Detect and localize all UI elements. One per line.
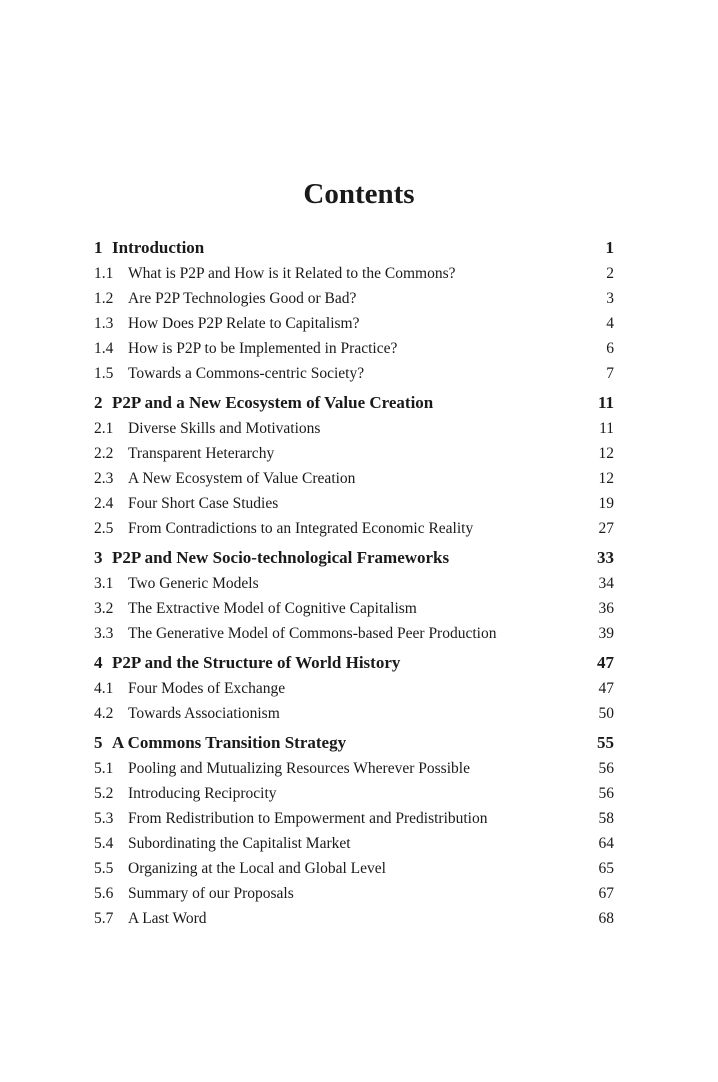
chapter-number: 5 xyxy=(94,733,103,752)
section-title: From Contradictions to an Integrated Economic Reality xyxy=(128,520,474,537)
toc-section-entry[interactable] xyxy=(94,361,614,386)
section-page: 12 xyxy=(598,470,614,487)
chapter-title: Introduction xyxy=(112,238,205,257)
toc-section-entry[interactable] xyxy=(94,286,614,311)
section-page: 6 xyxy=(606,340,614,357)
toc-section-entry[interactable] xyxy=(94,336,614,361)
section-title: Pooling and Mutualizing Resources Wherever Possible xyxy=(128,760,470,777)
section-number: 3.2 xyxy=(94,600,114,617)
section-number: 2.3 xyxy=(94,470,114,487)
section-page: 34 xyxy=(598,575,614,592)
toc-section-entry[interactable] xyxy=(94,441,614,466)
toc-section-entry[interactable] xyxy=(94,571,614,596)
section-title: How is P2P to be Implemented in Practice? xyxy=(128,340,398,357)
section-number: 1.1 xyxy=(94,265,114,282)
toc-section-entry[interactable] xyxy=(94,516,614,541)
section-page: 19 xyxy=(598,495,614,512)
section-title: What is P2P and How is it Related to the Commons? xyxy=(128,265,456,282)
section-number: 5.2 xyxy=(94,785,114,802)
section-number: 5.5 xyxy=(94,860,114,877)
section-title: Four Modes of Exchange xyxy=(128,680,286,697)
section-number: 2.1 xyxy=(94,420,114,437)
section-title: From Redistribution to Empowerment and Predistribution xyxy=(128,810,488,827)
section-title: Are P2P Technologies Good or Bad? xyxy=(128,290,357,307)
section-number: 5.3 xyxy=(94,810,114,827)
section-number: 1.4 xyxy=(94,340,114,357)
section-page: 3 xyxy=(606,290,614,307)
section-page: 58 xyxy=(598,810,614,827)
section-title: Introducing Reciprocity xyxy=(128,785,277,802)
section-page: 2 xyxy=(606,265,614,282)
section-number: 5.4 xyxy=(94,835,114,852)
section-title: Subordinating the Capitalist Market xyxy=(128,835,351,852)
chapter-page: 47 xyxy=(597,653,614,672)
toc-chapter-entry[interactable] xyxy=(94,235,614,261)
section-title: Towards Associationism xyxy=(128,705,280,722)
toc-chapter-entry[interactable] xyxy=(94,390,614,416)
chapter-number: 4 xyxy=(94,653,103,672)
toc-chapter-entry[interactable] xyxy=(94,650,614,676)
chapter-page: 11 xyxy=(597,393,614,412)
section-page: 50 xyxy=(598,705,614,722)
section-title: How Does P2P Relate to Capitalism? xyxy=(128,315,360,332)
section-page: 64 xyxy=(598,835,614,852)
toc-section-entry[interactable] xyxy=(94,806,614,831)
toc-section-entry[interactable] xyxy=(94,261,614,286)
section-title: The Generative Model of Commons-based Peer Production xyxy=(128,625,497,642)
section-number: 4.2 xyxy=(94,705,114,722)
toc-section-entry[interactable] xyxy=(94,491,614,516)
section-title: A New Ecosystem of Value Creation xyxy=(128,470,356,487)
section-number: 5.7 xyxy=(94,910,114,927)
chapter-number: 1 xyxy=(94,238,103,257)
section-title: Two Generic Models xyxy=(128,575,259,592)
section-number: 3.3 xyxy=(94,625,114,642)
toc-section-entry[interactable] xyxy=(94,781,614,806)
section-title: Transparent Heterarchy xyxy=(128,445,275,462)
section-number: 3.1 xyxy=(94,575,114,592)
chapter-title: A Commons Transition Strategy xyxy=(112,733,347,752)
chapter-title: P2P and the Structure of World History xyxy=(112,653,401,672)
section-page: 36 xyxy=(598,600,614,617)
section-title: Towards a Commons-centric Society? xyxy=(128,365,365,382)
table-of-contents xyxy=(94,235,614,931)
section-title: Summary of our Proposals xyxy=(128,885,294,902)
section-page: 4 xyxy=(606,315,614,332)
toc-section-entry[interactable] xyxy=(94,596,614,621)
section-number: 5.6 xyxy=(94,885,114,902)
chapter-page: 33 xyxy=(597,548,614,567)
section-page: 12 xyxy=(598,445,614,462)
section-page: 56 xyxy=(598,760,614,777)
toc-section-entry[interactable] xyxy=(94,621,614,646)
section-title: Four Short Case Studies xyxy=(128,495,279,512)
section-title: Diverse Skills and Motivations xyxy=(128,420,321,437)
toc-section-entry[interactable] xyxy=(94,856,614,881)
toc-chapter-entry[interactable] xyxy=(94,730,614,756)
page-title: Contents xyxy=(303,178,415,210)
section-number: 2.2 xyxy=(94,445,114,462)
section-title: A Last Word xyxy=(128,910,207,927)
section-page: 65 xyxy=(598,860,614,877)
toc-section-entry[interactable] xyxy=(94,311,614,336)
toc-section-entry[interactable] xyxy=(94,701,614,726)
toc-section-entry[interactable] xyxy=(94,831,614,856)
chapter-page: 55 xyxy=(597,733,614,752)
toc-section-entry[interactable] xyxy=(94,416,614,441)
section-number: 1.2 xyxy=(94,290,114,307)
section-page: 27 xyxy=(598,520,614,537)
section-page: 11 xyxy=(599,420,614,437)
toc-section-entry[interactable] xyxy=(94,756,614,781)
section-number: 2.5 xyxy=(94,520,114,537)
section-number: 5.1 xyxy=(94,760,114,777)
section-title: Organizing at the Local and Global Level xyxy=(128,860,386,877)
section-page: 67 xyxy=(598,885,614,902)
section-page: 56 xyxy=(598,785,614,802)
chapter-number: 3 xyxy=(94,548,103,567)
toc-chapter-entry[interactable] xyxy=(94,545,614,571)
toc-section-entry[interactable] xyxy=(94,881,614,906)
section-number: 1.5 xyxy=(94,365,114,382)
section-page: 39 xyxy=(598,625,614,642)
section-page: 47 xyxy=(598,680,614,697)
toc-section-entry[interactable] xyxy=(94,906,614,931)
section-title: The Extractive Model of Cognitive Capitalism xyxy=(128,600,417,617)
section-number: 2.4 xyxy=(94,495,114,512)
toc-section-entry[interactable] xyxy=(94,466,614,491)
chapter-number: 2 xyxy=(94,393,103,412)
section-page: 68 xyxy=(598,910,614,927)
section-number: 1.3 xyxy=(94,315,114,332)
section-number: 4.1 xyxy=(94,680,114,697)
toc-section-entry[interactable] xyxy=(94,676,614,701)
chapter-page: 1 xyxy=(605,238,614,257)
chapter-title: P2P and a New Ecosystem of Value Creation xyxy=(112,393,434,412)
section-page: 7 xyxy=(606,365,614,382)
chapter-title: P2P and New Socio-technological Frameworks xyxy=(112,548,450,567)
